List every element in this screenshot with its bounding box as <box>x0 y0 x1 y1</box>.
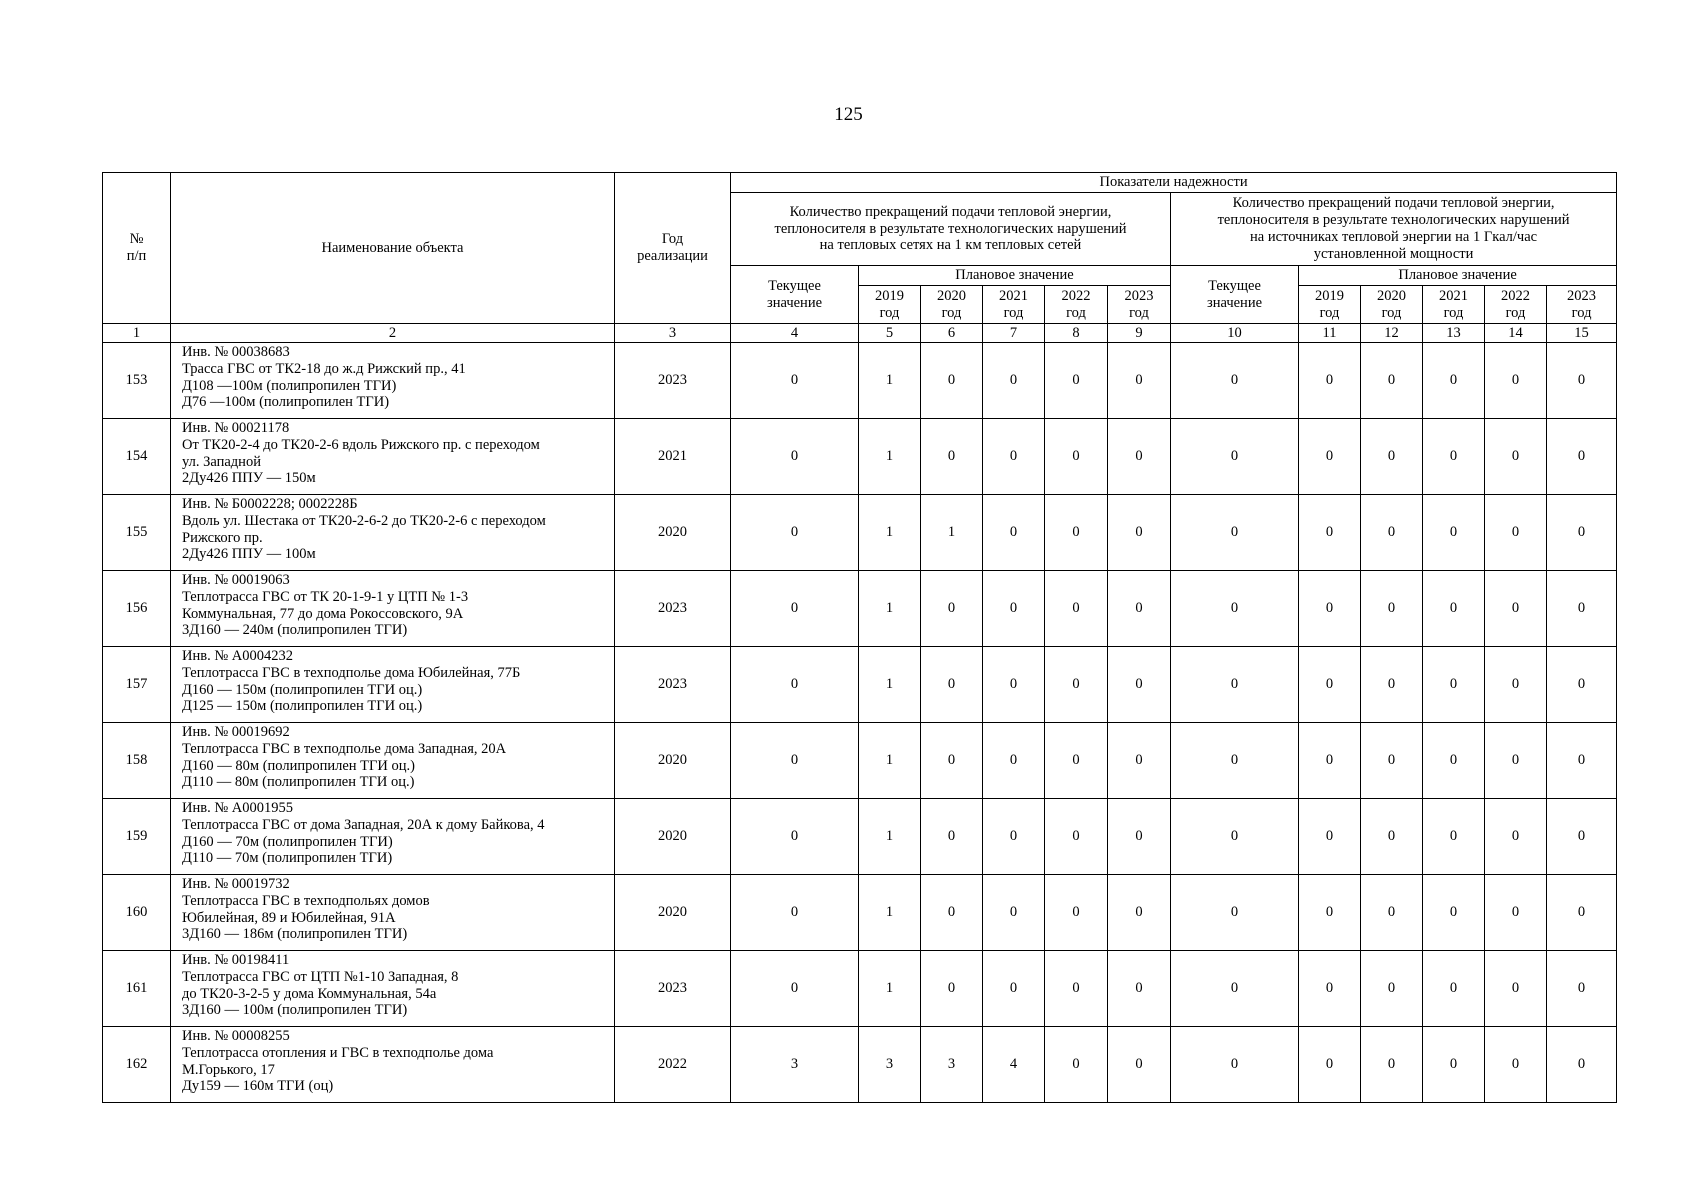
implementation-year: 2020 <box>615 495 731 571</box>
indicator-value: 0 <box>1299 1027 1361 1103</box>
table-row <box>103 495 1617 571</box>
row-number: 155 <box>103 495 171 571</box>
indicator-value: 0 <box>1045 419 1108 495</box>
indicator-value: 0 <box>1485 419 1547 495</box>
indicator-value: 0 <box>1045 571 1108 647</box>
indicator-value: 0 <box>1299 419 1361 495</box>
indicator-value: 0 <box>1171 799 1299 875</box>
indicator-value: 0 <box>1361 647 1423 723</box>
column-number: 7 <box>983 324 1045 343</box>
object-name: Инв. № Б0002228; 0002228Б Вдоль ул. Шестака от ТК20-2-6-2 до ТК20-2-6 с переходом Рижского пр. 2Ду426 ППУ — 100м <box>171 495 615 571</box>
indicator-value: 0 <box>1171 723 1299 799</box>
indicator-value: 0 <box>1485 951 1547 1027</box>
header-year-2019-group-1: 2019 год <box>859 286 921 324</box>
indicator-value: 0 <box>1299 799 1361 875</box>
indicator-value: 0 <box>1423 495 1485 571</box>
indicator-value: 1 <box>859 647 921 723</box>
header-year-2021-group-2: 2021 год <box>1423 286 1485 324</box>
indicator-value: 0 <box>731 419 859 495</box>
indicator-value: 1 <box>859 571 921 647</box>
indicator-value: 1 <box>859 951 921 1027</box>
header-year-2021-group-1: 2021 год <box>983 286 1045 324</box>
indicator-value: 0 <box>1108 723 1171 799</box>
object-name: Инв. № 00021178 От ТК20-2-4 до ТК20-2-6 вдоль Рижского пр. с переходом ул. Западной 2Ду426 ППУ — 150м <box>171 419 615 495</box>
indicator-value: 0 <box>1485 647 1547 723</box>
indicator-value: 0 <box>1361 951 1423 1027</box>
object-name: Инв. № 00198411 Теплотрасса ГВС от ЦТП №1-10 Западная, 8 до ТК20-3-2-5 у дома Коммунальная, 54а 3Д160 — 100м (полипропилен ТГИ) <box>171 951 615 1027</box>
column-number: 5 <box>859 324 921 343</box>
indicator-value: 0 <box>731 799 859 875</box>
implementation-year: 2021 <box>615 419 731 495</box>
indicator-value: 0 <box>1485 343 1547 419</box>
object-name: Инв. № 00019063 Теплотрасса ГВС от ТК 20-1-9-1 у ЦТП № 1-3 Коммунальная, 77 до дома Рокоссовского, 9А 3Д160 — 240м (полипропилен ТГИ) <box>171 571 615 647</box>
header-year-2019-group-2: 2019 год <box>1299 286 1361 324</box>
header-group-networks: Количество прекращений подачи тепловой энергии, теплоносителя в результате технологических нарушений на тепловых сетях на 1 км тепловых сетей <box>731 193 1171 266</box>
column-number: 13 <box>1423 324 1485 343</box>
table-row <box>103 343 1617 419</box>
indicator-value: 1 <box>859 875 921 951</box>
indicator-value: 0 <box>1423 419 1485 495</box>
indicator-value: 0 <box>1171 647 1299 723</box>
indicator-value: 0 <box>1423 723 1485 799</box>
header-year-2022-group-2: 2022 год <box>1485 286 1547 324</box>
indicator-value: 0 <box>731 571 859 647</box>
indicator-value: 0 <box>983 419 1045 495</box>
header-num: № п/п <box>103 173 171 324</box>
indicator-value: 0 <box>1361 875 1423 951</box>
indicator-value: 0 <box>1361 799 1423 875</box>
implementation-year: 2020 <box>615 875 731 951</box>
implementation-year: 2022 <box>615 1027 731 1103</box>
indicator-value: 0 <box>1108 799 1171 875</box>
column-number: 15 <box>1547 324 1617 343</box>
reliability-table <box>102 172 1617 1103</box>
column-number: 3 <box>615 324 731 343</box>
header-year: Год реализации <box>615 173 731 324</box>
indicator-value: 0 <box>1108 875 1171 951</box>
indicator-value: 0 <box>731 495 859 571</box>
indicator-value: 0 <box>1299 343 1361 419</box>
indicator-value: 0 <box>1171 571 1299 647</box>
indicator-value: 0 <box>731 951 859 1027</box>
indicator-value: 0 <box>1547 343 1617 419</box>
object-name: Инв. № 00019692 Теплотрасса ГВС в техподполье дома Западная, 20А Д160 — 80м (полипропилен ТГИ оц.) Д110 — 80м (полипропилен ТГИ оц.) <box>171 723 615 799</box>
indicator-value: 0 <box>1485 571 1547 647</box>
row-number: 156 <box>103 571 171 647</box>
indicator-value: 3 <box>731 1027 859 1103</box>
indicator-value: 0 <box>731 723 859 799</box>
header-planned-2: Плановое значение <box>1299 266 1617 286</box>
header-current-1: Текущее значение <box>731 266 859 324</box>
indicator-value: 0 <box>921 875 983 951</box>
object-name: Инв. № 00019732 Теплотрасса ГВС в техподпольях домов Юбилейная, 89 и Юбилейная, 91А 3Д160 — 186м (полипропилен ТГИ) <box>171 875 615 951</box>
row-number: 154 <box>103 419 171 495</box>
header-year-2023-group-1: 2023 год <box>1108 286 1171 324</box>
column-number: 4 <box>731 324 859 343</box>
indicator-value: 0 <box>1547 799 1617 875</box>
indicator-value: 1 <box>921 495 983 571</box>
implementation-year: 2023 <box>615 951 731 1027</box>
indicator-value: 0 <box>1547 419 1617 495</box>
indicator-value: 0 <box>1045 951 1108 1027</box>
table-row <box>103 571 1617 647</box>
header-year-2020-group-2: 2020 год <box>1361 286 1423 324</box>
implementation-year: 2020 <box>615 723 731 799</box>
table-row <box>103 647 1617 723</box>
indicator-value: 1 <box>859 495 921 571</box>
indicator-value: 0 <box>1299 495 1361 571</box>
column-number: 6 <box>921 324 983 343</box>
implementation-year: 2023 <box>615 571 731 647</box>
indicator-value: 0 <box>1547 647 1617 723</box>
indicator-value: 0 <box>921 799 983 875</box>
indicator-value: 0 <box>1171 875 1299 951</box>
indicator-value: 0 <box>921 951 983 1027</box>
table-row <box>103 723 1617 799</box>
indicator-value: 0 <box>1108 343 1171 419</box>
indicator-value: 0 <box>921 571 983 647</box>
header-object-name: Наименование объекта <box>171 173 615 324</box>
object-name: Инв. № 00008255 Теплотрасса отопления и ГВС в техподполье дома М.Горького, 17 Ду159 — 160м ТГИ (оц) <box>171 1027 615 1103</box>
indicator-value: 3 <box>859 1027 921 1103</box>
indicator-value: 0 <box>1108 951 1171 1027</box>
implementation-year: 2023 <box>615 647 731 723</box>
indicator-value: 0 <box>1547 951 1617 1027</box>
indicator-value: 0 <box>1108 419 1171 495</box>
indicator-value: 0 <box>1171 495 1299 571</box>
table-row <box>103 951 1617 1027</box>
indicator-value: 0 <box>921 343 983 419</box>
indicator-value: 0 <box>1361 571 1423 647</box>
column-number: 8 <box>1045 324 1108 343</box>
row-number: 161 <box>103 951 171 1027</box>
indicator-value: 0 <box>1423 951 1485 1027</box>
indicator-value: 0 <box>731 647 859 723</box>
header-reliability: Показатели надежности <box>731 173 1617 193</box>
indicator-value: 4 <box>983 1027 1045 1103</box>
indicator-value: 0 <box>1485 1027 1547 1103</box>
column-number: 1 <box>103 324 171 343</box>
indicator-value: 0 <box>1108 571 1171 647</box>
indicator-value: 0 <box>1485 799 1547 875</box>
indicator-value: 0 <box>1361 343 1423 419</box>
indicator-value: 0 <box>1423 571 1485 647</box>
indicator-value: 0 <box>1485 495 1547 571</box>
table-row <box>103 1027 1617 1103</box>
indicator-value: 0 <box>983 799 1045 875</box>
indicator-value: 0 <box>1045 1027 1108 1103</box>
row-number: 157 <box>103 647 171 723</box>
indicator-value: 0 <box>1108 647 1171 723</box>
header-year-2023-group-2: 2023 год <box>1547 286 1617 324</box>
indicator-value: 1 <box>859 799 921 875</box>
header-year-2020-group-1: 2020 год <box>921 286 983 324</box>
header-current-2: Текущее значение <box>1171 266 1299 324</box>
indicator-value: 0 <box>1547 571 1617 647</box>
indicator-value: 0 <box>1108 1027 1171 1103</box>
row-number: 160 <box>103 875 171 951</box>
indicator-value: 0 <box>1423 799 1485 875</box>
indicator-value: 0 <box>1045 875 1108 951</box>
indicator-value: 0 <box>1299 647 1361 723</box>
indicator-value: 0 <box>921 723 983 799</box>
column-number: 11 <box>1299 324 1361 343</box>
object-name: Инв. № А0004232 Теплотрасса ГВС в техподполье дома Юбилейная, 77Б Д160 — 150м (полипропилен ТГИ оц.) Д125 — 150м (полипропилен ТГИ оц.) <box>171 647 615 723</box>
indicator-value: 0 <box>1361 1027 1423 1103</box>
indicator-value: 0 <box>1299 723 1361 799</box>
indicator-value: 0 <box>1045 647 1108 723</box>
row-number: 153 <box>103 343 171 419</box>
header-planned-1: Плановое значение <box>859 266 1171 286</box>
indicator-value: 0 <box>983 951 1045 1027</box>
indicator-value: 0 <box>1423 647 1485 723</box>
indicator-value: 0 <box>921 419 983 495</box>
indicator-value: 0 <box>1547 495 1617 571</box>
indicator-value: 0 <box>1423 1027 1485 1103</box>
indicator-value: 0 <box>983 495 1045 571</box>
table-row <box>103 875 1617 951</box>
indicator-value: 0 <box>983 723 1045 799</box>
indicator-value: 0 <box>1045 723 1108 799</box>
table-row <box>103 799 1617 875</box>
indicator-value: 0 <box>1547 875 1617 951</box>
indicator-value: 1 <box>859 723 921 799</box>
indicator-value: 0 <box>1171 419 1299 495</box>
indicator-value: 0 <box>1299 875 1361 951</box>
column-number: 2 <box>171 324 615 343</box>
row-number: 158 <box>103 723 171 799</box>
indicator-value: 0 <box>1485 875 1547 951</box>
indicator-value: 0 <box>1547 1027 1617 1103</box>
indicator-value: 0 <box>731 343 859 419</box>
header-year-2022-group-1: 2022 год <box>1045 286 1108 324</box>
column-number: 9 <box>1108 324 1171 343</box>
header-group-sources: Количество прекращений подачи тепловой энергии, теплоносителя в результате технологических нарушений на источниках тепловой энергии на 1 Гкал/час установленной мощности <box>1171 193 1617 266</box>
indicator-value: 0 <box>1171 951 1299 1027</box>
implementation-year: 2020 <box>615 799 731 875</box>
indicator-value: 0 <box>1547 723 1617 799</box>
object-name: Инв. № 00038683 Трасса ГВС от ТК2-18 до ж.д Рижский пр., 41 Д108 —100м (полипропилен ТГИ) Д76 —100м (полипропилен ТГИ) <box>171 343 615 419</box>
indicator-value: 0 <box>1299 571 1361 647</box>
column-number: 14 <box>1485 324 1547 343</box>
indicator-value: 0 <box>731 875 859 951</box>
indicator-value: 0 <box>1361 495 1423 571</box>
indicator-value: 0 <box>1423 343 1485 419</box>
indicator-value: 0 <box>1045 343 1108 419</box>
implementation-year: 2023 <box>615 343 731 419</box>
indicator-value: 0 <box>1361 419 1423 495</box>
indicator-value: 0 <box>1485 723 1547 799</box>
indicator-value: 0 <box>1108 495 1171 571</box>
indicator-value: 0 <box>1171 343 1299 419</box>
row-number: 159 <box>103 799 171 875</box>
indicator-value: 0 <box>1299 951 1361 1027</box>
indicator-value: 0 <box>1423 875 1485 951</box>
indicator-value: 0 <box>983 571 1045 647</box>
indicator-value: 0 <box>921 647 983 723</box>
indicator-value: 0 <box>983 647 1045 723</box>
indicator-value: 0 <box>983 875 1045 951</box>
row-number: 162 <box>103 1027 171 1103</box>
indicator-value: 3 <box>921 1027 983 1103</box>
column-number: 12 <box>1361 324 1423 343</box>
indicator-value: 0 <box>1171 1027 1299 1103</box>
object-name: Инв. № А0001955 Теплотрасса ГВС от дома Западная, 20А к дому Байкова, 4 Д160 — 70м (полипропилен ТГИ) Д110 — 70м (полипропилен ТГИ) <box>171 799 615 875</box>
indicator-value: 0 <box>1361 723 1423 799</box>
indicator-value: 1 <box>859 343 921 419</box>
column-number: 10 <box>1171 324 1299 343</box>
indicator-value: 0 <box>983 343 1045 419</box>
table-row <box>103 419 1617 495</box>
page-number: 125 <box>834 104 863 125</box>
indicator-value: 1 <box>859 419 921 495</box>
indicator-value: 0 <box>1045 495 1108 571</box>
indicator-value: 0 <box>1045 799 1108 875</box>
